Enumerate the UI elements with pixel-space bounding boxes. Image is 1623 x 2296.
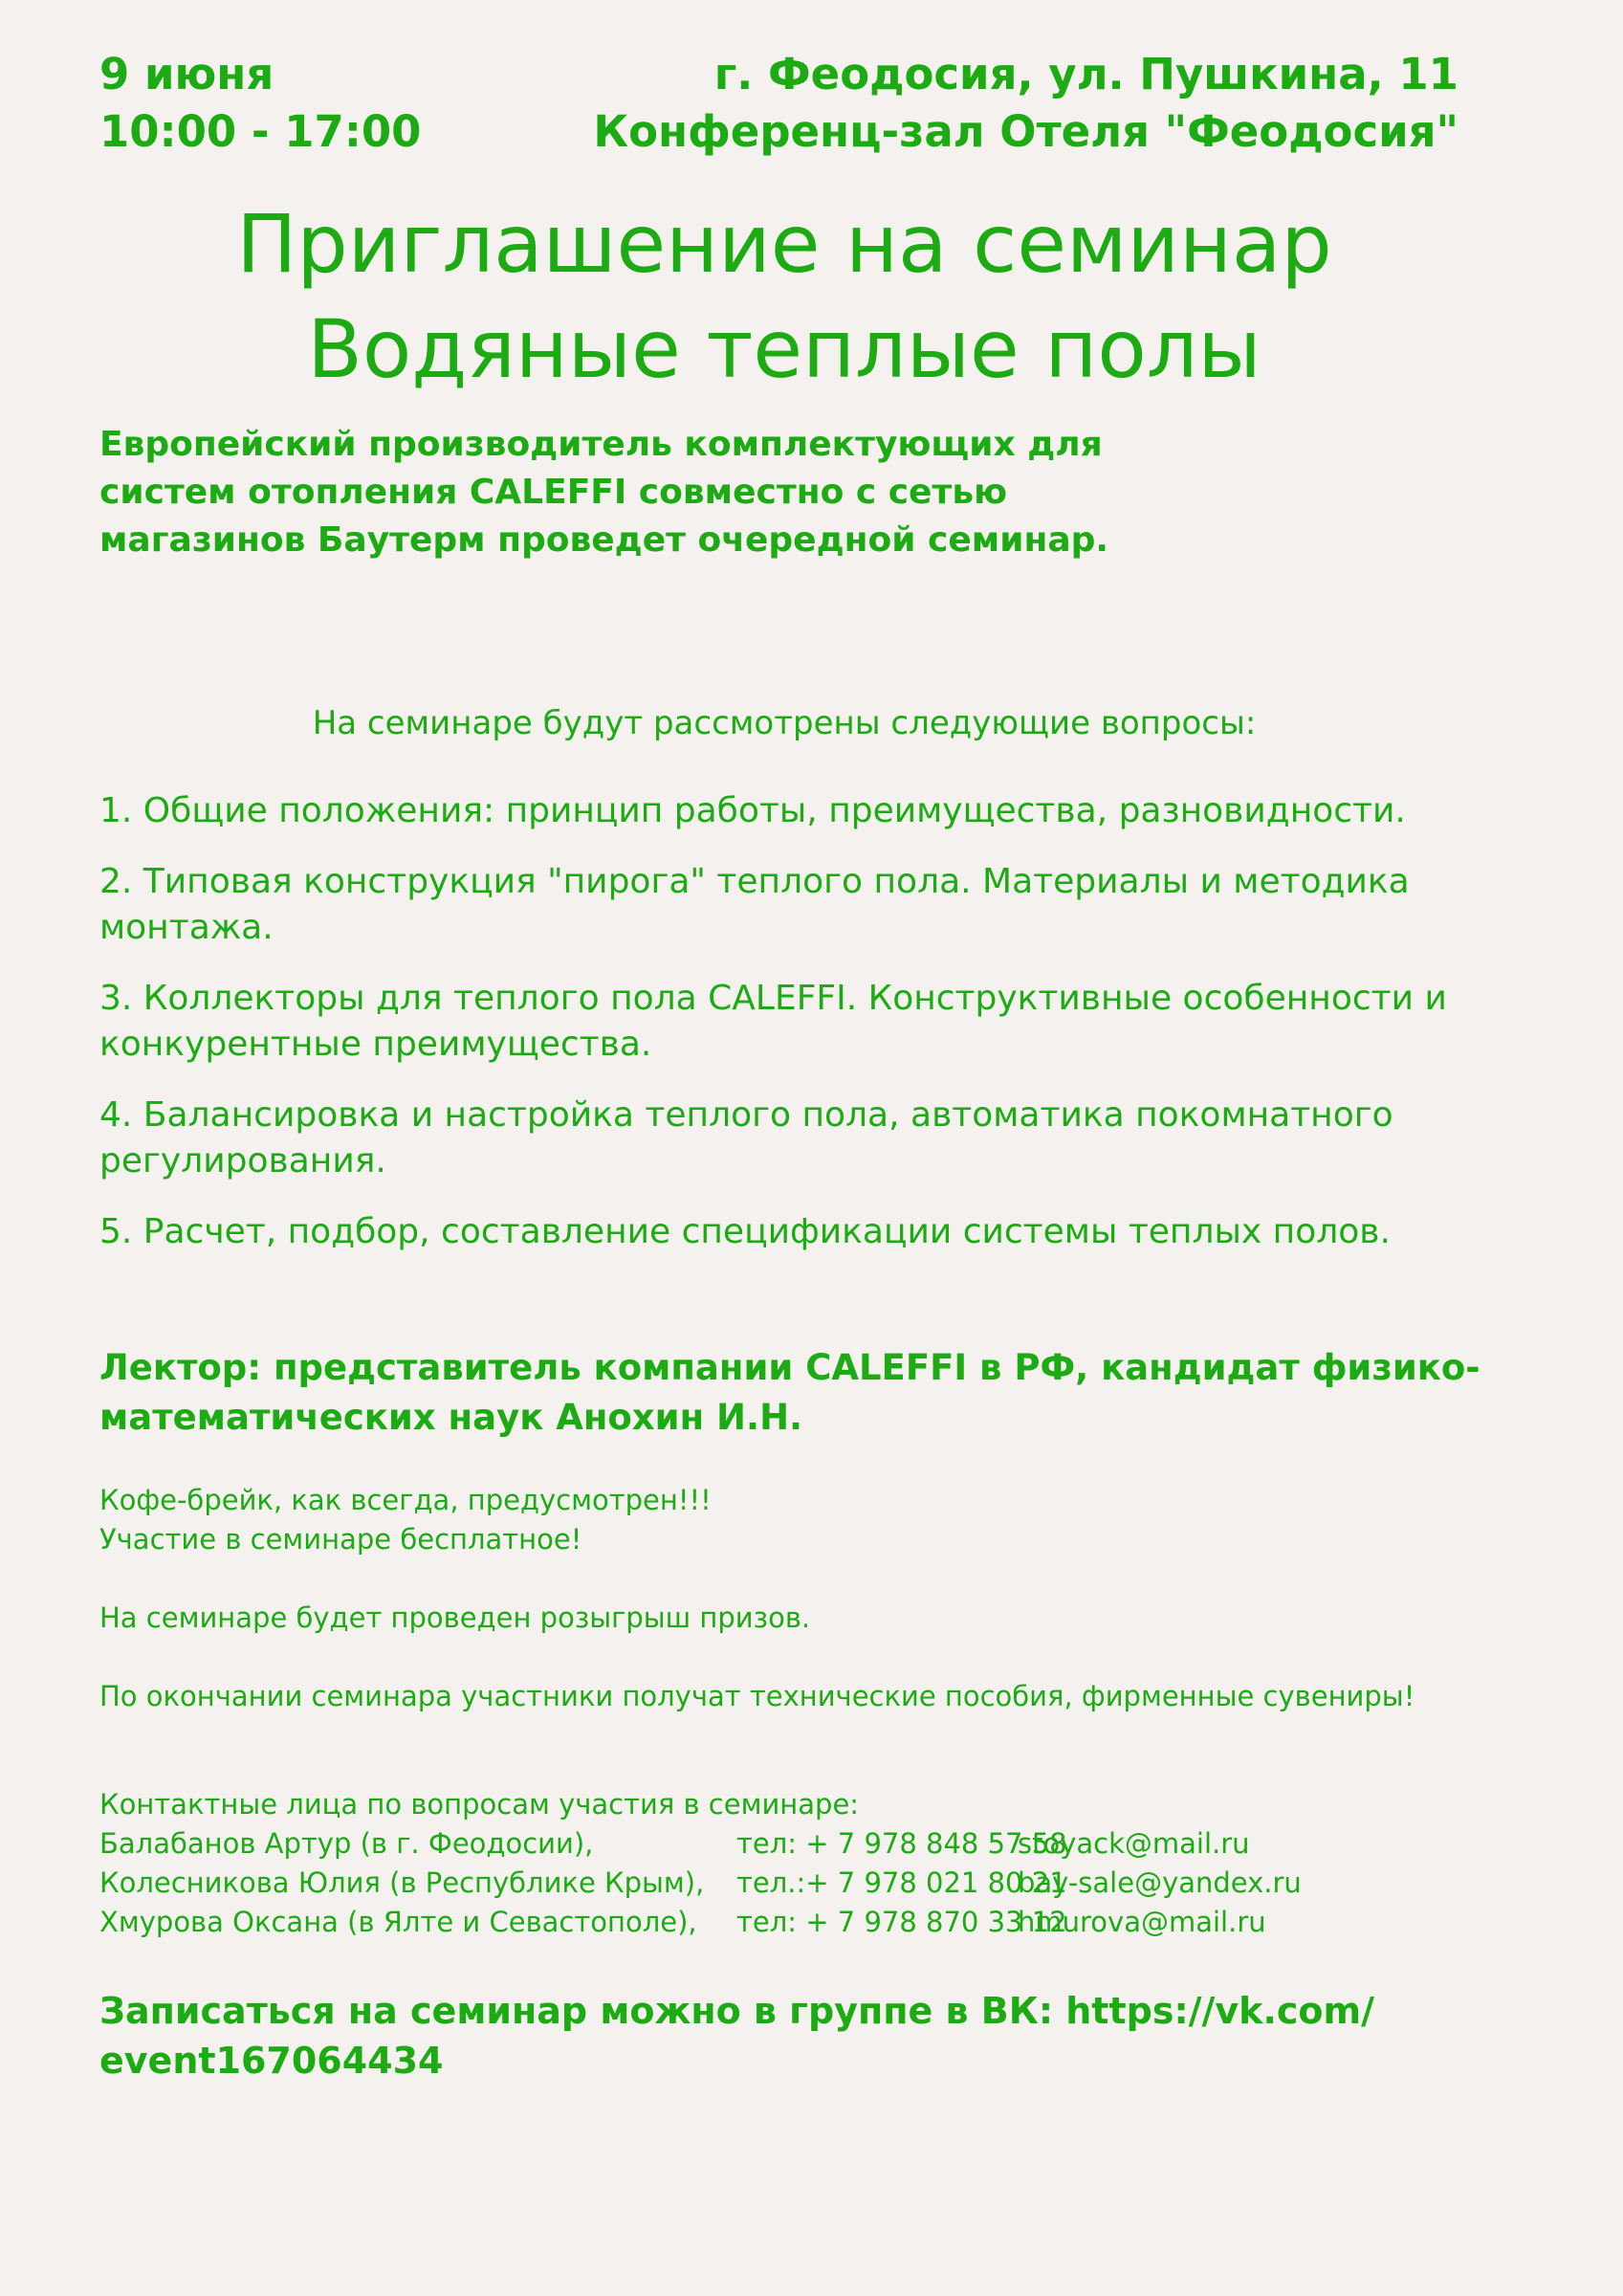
contacts-heading: Контактные лица по вопросам участия в семинаре: [99,1788,860,1821]
topic-item: 3. Коллекторы для теплого пола CALEFFI. Конструктивные особенности и конкурентные преимущества. [99,979,1447,1064]
contact-email[interactable]: bay-sale@yandex.ru [1018,1866,1302,1899]
intro-paragraph: Европейский производитель комплектующих для систем отопления CALEFFI совместно с сетью магазинов Баутерм проведет очередной семинар. [99,425,1109,560]
contact-phone[interactable]: тел: + 7 978 848 57 58 [736,1827,1067,1860]
free-participation-note: Участие в семинаре бесплатное! [99,1523,582,1556]
signup-link-text[interactable]: Записаться на семинар можно в группе в ВК: https://vk.com/ event167064434 [99,1990,1374,2082]
topic-item: 1. Общие положения: принцип работы, преимущества, разновидности. [99,791,1406,830]
topics-heading: На семинаре будут рассмотрены следующие вопросы: [312,704,1257,742]
event-date-time [99,46,422,161]
contact-name: Хмурова Оксана (в Ялте и Севастополе), [99,1906,697,1938]
contact-row [99,1903,1534,1942]
contact-name: Балабанов Артур (в г. Феодосии), [99,1827,594,1860]
topic-item: 5. Расчет, подбор, составление спецификации системы теплых полов. [99,1212,1391,1251]
contact-row [99,1864,1534,1903]
notes-section [99,1481,1534,1716]
topic-item: 2. Типовая конструкция "пирога" теплого пола. Материалы и методика монтажа. [99,862,1410,947]
contact-phone[interactable]: тел.:+ 7 978 021 80 21 [736,1866,1067,1899]
event-address: г. Феодосия, ул. Пушкина, 11 [713,49,1459,99]
event-time: 10:00 - 17:00 [99,106,422,157]
contact-email[interactable]: hmurova@mail.ru [1018,1906,1266,1938]
prize-draw-note: На семинаре будет проведен розыгрыш призов. [99,1601,811,1634]
gifts-note: По окончании семинара участники получат технические пособия, фирменные сувениры! [99,1680,1415,1712]
contact-name: Колесникова Юлия (в Республике Крым), [99,1866,705,1899]
event-venue: Конференц-зал Отеля "Феодосия" [593,106,1459,157]
event-date: 9 июня [99,49,274,99]
title-line-1: Приглашение на семинар [236,197,1332,291]
title-line-2: Водяные теплые полы [307,302,1261,396]
page-title [0,191,1568,402]
contact-row [99,1824,1534,1864]
contact-phone[interactable]: тел: + 7 978 870 33 12 [736,1906,1067,1938]
event-location [593,46,1459,161]
coffee-break-note: Кофе-брейк, как всегда, предусмотрен!!! [99,1484,712,1516]
lecturer-info: Лектор: представитель компании CALEFFI в РФ, кандидат физико-математических наук Анохин И.Н. [99,1347,1480,1438]
contact-email[interactable]: stoyack@mail.ru [1018,1827,1250,1860]
topic-item: 4. Балансировка и настройка теплого пола, автоматика покомнатного регулирования. [99,1095,1393,1181]
topics-list [99,788,1496,1280]
contacts-section [99,1785,1534,1942]
